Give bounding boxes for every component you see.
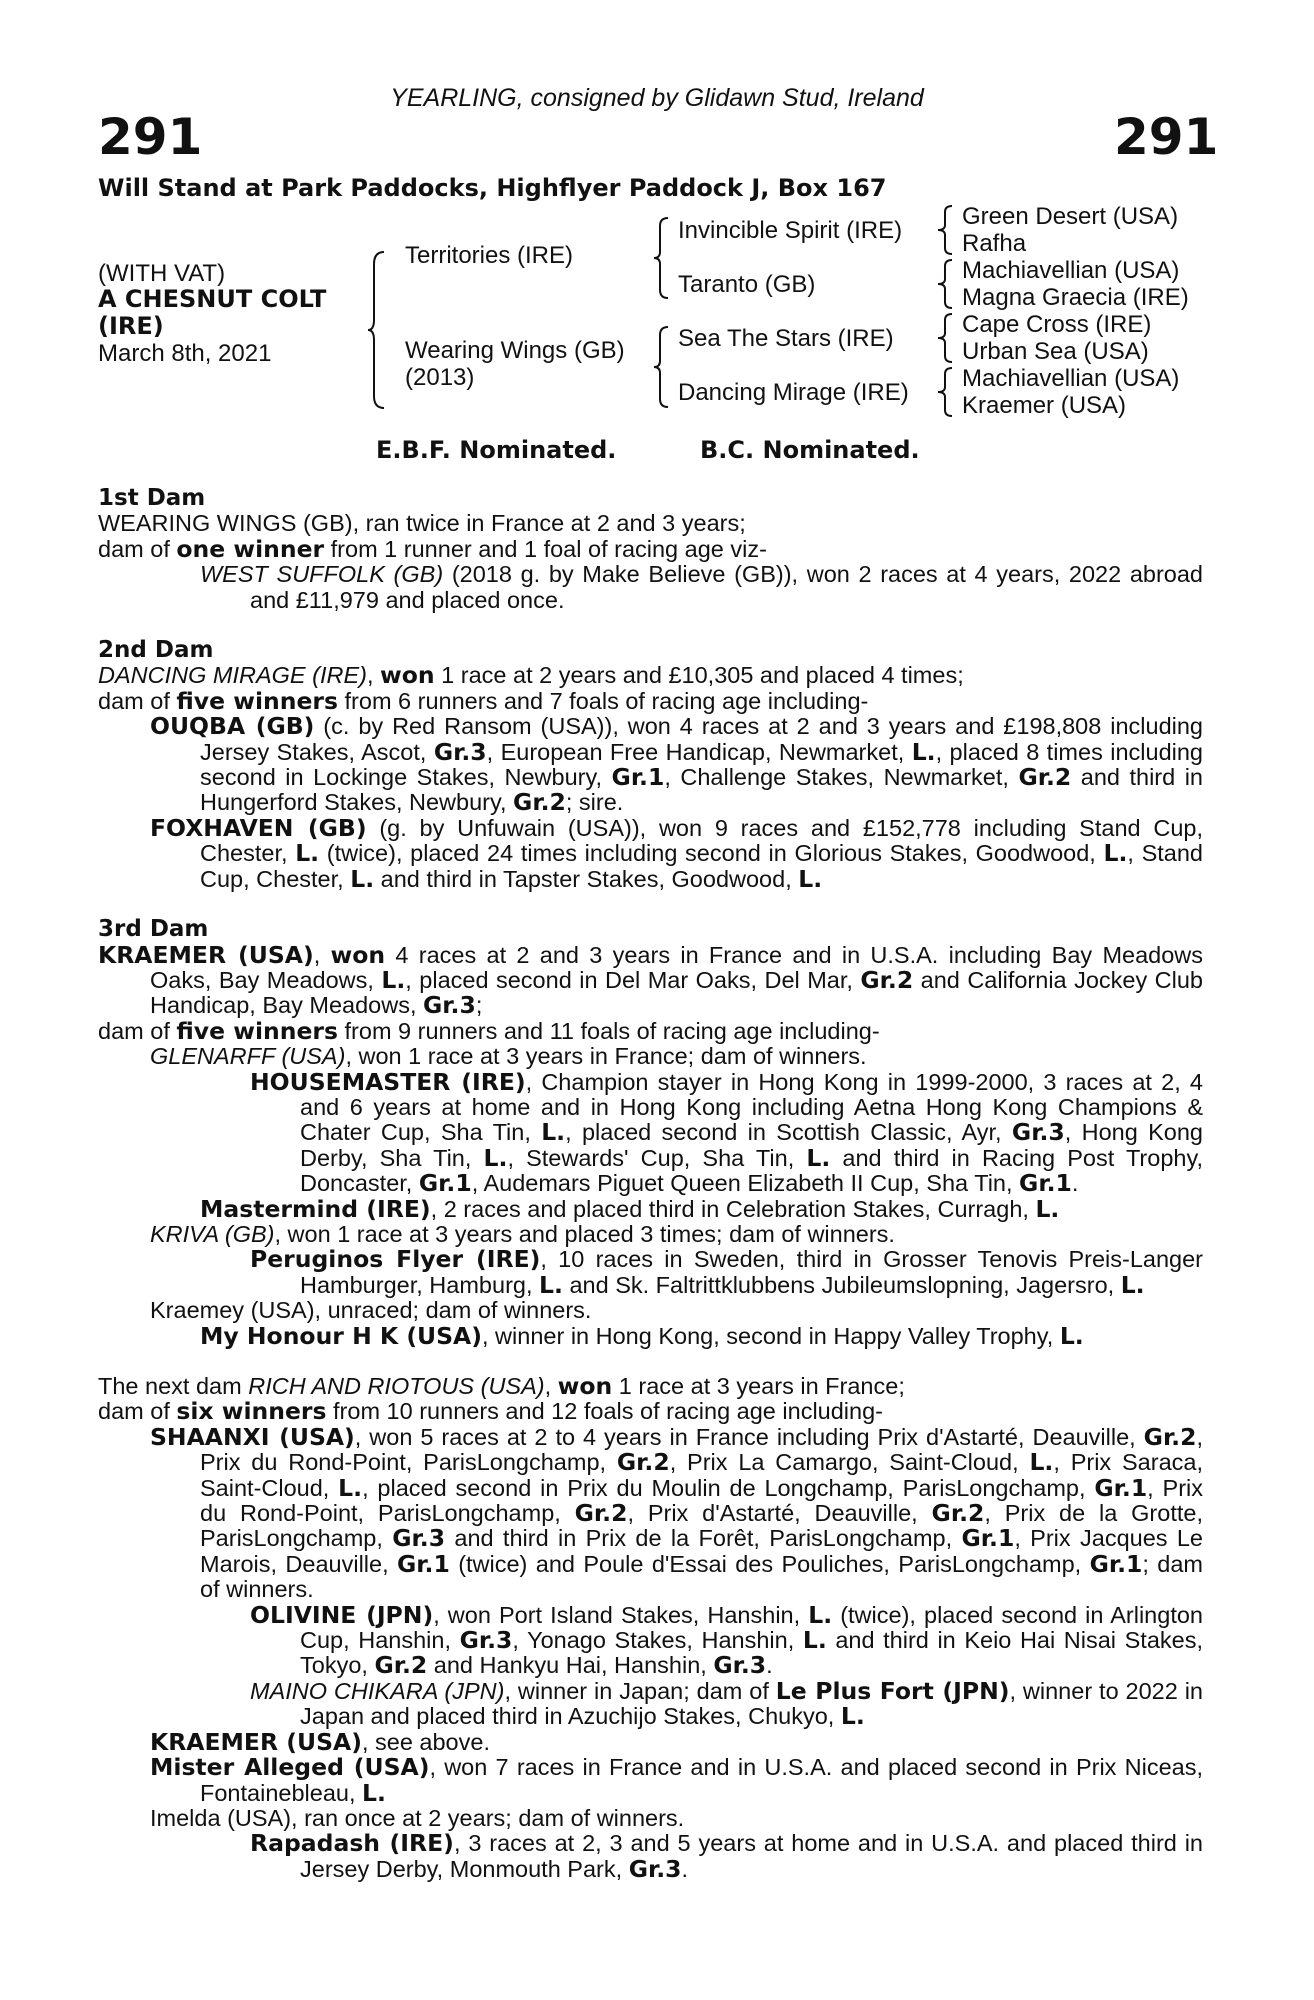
pedigree-brace-3b: [936, 257, 956, 311]
third-dam-heading: 3rd Dam: [98, 916, 209, 943]
produce-shaanxi: SHAANXI (USA), won 5 races at 2 to 4 years in France including Prix d'Astarté, Deauville, Gr.2, Prix du Rond-Point, ParisLongchamp, Gr.2, Prix La Camargo, Saint-Cloud, L., Prix Saraca, Saint-Cloud, L., placed second in Prix du Moulin de Longchamp, ParisLongchamp, Gr.1, Prix du Rond-Point, ParisLongchamp, Gr.2, Prix d'Astarté, Deauville, Gr.2, Prix de la Grotte, ParisLongchamp, Gr.3 and third in Prix de la Forêt, ParisLongchamp, Gr.1, Prix Jacques Le Marois, Deauville, Gr.1 (twice) and Poule d'Essai des Pouliches, ParisLongchamp, Gr.1; dam of winners.: [150, 1422, 1204, 1603]
second-dam-produce-summary: dam of five winners from 6 runners and 7 foals of racing age including-: [98, 686, 869, 715]
bc-nomination: B.C. Nominated.: [700, 436, 920, 464]
produce-mastermind: Mastermind (IRE), 2 races and placed third in Celebration Stakes, Curragh, L.: [200, 1194, 1060, 1223]
produce-rapadash: Rapadash (IRE), 3 races at 2, 3 and 5 years at home and in U.S.A. and placed third in Jersey Derby, Monmouth Park, Gr.3.: [250, 1829, 1203, 1883]
produce-kriva: KRIVA (GB), won 1 race at 3 years and placed 3 times; dam of winners.: [150, 1220, 895, 1247]
vat-note: (WITH VAT): [98, 260, 226, 287]
pedigree-brace-1: [366, 250, 390, 410]
pedigree-brace-2a: [652, 216, 674, 300]
catalogue-body: [98, 486, 1203, 1882]
pedigree-sire: Territories (IRE): [405, 242, 574, 269]
pedigree-dam-sire: Sea The Stars (IRE): [678, 325, 894, 352]
pedigree-gen3-4: Magna Graecia (IRE): [962, 284, 1189, 311]
next-dam-produce-summary: dam of six winners from 10 runners and 12 foals of racing age including-: [98, 1397, 883, 1426]
pedigree-brace-3d: [936, 365, 956, 419]
stand-location: Will Stand at Park Paddocks, Highflyer Paddock J, Box 167: [98, 174, 887, 202]
pedigree-sire-dam: Taranto (GB): [678, 271, 816, 298]
next-dam-line: The next dam RICH AND RIOTOUS (USA), won 1 race at 3 years in France;: [98, 1372, 905, 1400]
pedigree-dam: Wearing Wings (GB): [405, 337, 625, 364]
pedigree-gen3-1: Green Desert (USA): [962, 203, 1179, 230]
third-dam-produce-summary: dam of five winners from 9 runners and 11 foals of racing age including-: [98, 1016, 880, 1045]
produce-imelda: Imelda (USA), ran once at 2 years; dam of winners.: [150, 1804, 685, 1831]
produce-peruginos-flyer: Peruginos Flyer (IRE), 10 races in Sweden, third in Grosser Tenovis Preis-Langer Hamburger, Hamburg, L. and Sk. Faltrittklubbens Jubileumslopning, Jagersro, L.: [250, 1245, 1203, 1299]
second-dam-line: DANCING MIRAGE (IRE), won 1 race at 2 years and £10,305 and placed 4 times;: [98, 661, 964, 690]
consignment-line: YEARLING, consigned by Glidawn Stud, Ireland: [390, 84, 924, 112]
produce-mister-alleged: Mister Alleged (USA), won 7 races in France and in U.S.A. and placed second in Prix Niceas, Fontainebleau, L.: [150, 1753, 1204, 1807]
produce-ouqba: OUQBA (GB) (c. by Red Ransom (USA)), won 4 races at 2 and 3 years and £198,808 including Jersey Stakes, Ascot, Gr.3, European Free Handicap, Newmarket, L., placed 8 times including second in Lockinge Stakes, Newbury, Gr.1, Challenge Stakes, Newmarket, Gr.2 and third in Hungerford Stakes, Newbury, Gr.2; sire.: [150, 712, 1204, 817]
produce-foxhaven: FOXHAVEN (GB) (g. by Unfuwain (USA)), won 9 races and £152,778 including Stand Cup, Chester, L. (twice), placed 24 times including second in Glorious Stakes, Goodwood, L., Stand Cup, Chester, L. and third in Tapster Stakes, Goodwood, L.: [150, 813, 1204, 893]
pedigree-gen3-5: Cape Cross (IRE): [962, 311, 1152, 338]
horse-origin: (IRE): [98, 312, 164, 340]
pedigree-gen3-2: Rafha: [962, 230, 1027, 257]
produce-kraemey: Kraemey (USA), unraced; dam of winners.: [150, 1297, 592, 1324]
pedigree-brace-3c: [936, 311, 956, 365]
produce-housemaster: HOUSEMASTER (IRE), Champion stayer in Hong Kong in 1999-2000, 3 races at 2, 4 and 6 years at home and in Hong Kong including Aetna Hong Kong Champions & Chater Cup, Sha Tin, L., placed second in Scottish Classic, Ayr, Gr.3, Hong Kong Derby, Sha Tin, L., Stewards' Cup, Sha Tin, L. and third in Racing Post Trophy, Doncaster, Gr.1, Audemars Piguet Queen Elizabeth II Cup, Sha Tin, Gr.1.: [250, 1067, 1204, 1198]
second-dam-heading: 2nd Dam: [98, 637, 214, 664]
first-dam-line: WEARING WINGS (GB), ran twice in France at 2 and 3 years;: [98, 510, 746, 537]
pedigree-gen3-7: Machiavellian (USA): [962, 365, 1180, 392]
pedigree-dam-year: (2013): [405, 364, 475, 391]
pedigree-brace-2b: [652, 325, 674, 409]
produce-my-honour: My Honour H K (USA), winner in Hong Kong, second in Happy Valley Trophy, L.: [200, 1321, 1084, 1350]
pedigree-gen3-3: Machiavellian (USA): [962, 257, 1180, 284]
pedigree-dam-dam: Dancing Mirage (IRE): [678, 379, 909, 406]
pedigree-brace-3a: [936, 203, 956, 257]
produce-olivine: OLIVINE (JPN), won Port Island Stakes, Hanshin, L. (twice), placed second in Arlington Cup, Hanshin, Gr.3, Yonago Stakes, Hanshin, L. and third in Keio Hai Nisai Stakes, Tokyo, Gr.2 and Hankyu Hai, Hanshin, Gr.3.: [250, 1600, 1203, 1680]
produce-glenarff: GLENARFF (USA), won 1 race at 3 years in France; dam of winners.: [150, 1043, 867, 1070]
lot-number-right: 291: [1114, 108, 1219, 166]
pedigree-gen3-8: Kraemer (USA): [962, 392, 1127, 419]
foaling-date: March 8th, 2021: [98, 340, 272, 367]
third-dam-line: KRAEMER (USA), won 4 races at 2 and 3 years in France and in U.S.A. including Bay Meadows Oaks, Bay Meadows, L., placed second in Del Mar Oaks, Del Mar, Gr.2 and California Jockey Club Handicap, Bay Meadows, Gr.3;: [98, 940, 1204, 1020]
first-dam-produce-summary: dam of one winner from 1 runner and 1 foal of racing age viz-: [98, 534, 767, 563]
ebf-nomination: E.B.F. Nominated.: [376, 436, 617, 464]
pedigree-gen3-6: Urban Sea (USA): [962, 338, 1149, 365]
first-dam-heading: 1st Dam: [98, 485, 206, 511]
produce-maino-chikara: MAINO CHIKARA (JPN), winner in Japan; dam of Le Plus Fort (JPN), winner to 2022 in Japan and placed third in Azuchijo Stakes, Chukyo, L.: [250, 1676, 1204, 1731]
lot-number-left: 291: [98, 108, 203, 166]
produce-west-suffolk: WEST SUFFOLK (GB) (2018 g. by Make Believe (GB)), won 2 races at 4 years, 2022 abroad and £11,979 and placed once.: [200, 561, 1203, 613]
produce-kraemer: KRAEMER (USA), see above.: [150, 1727, 490, 1756]
horse-description: A CHESNUT COLT: [98, 285, 327, 313]
pedigree-sire-sire: Invincible Spirit (IRE): [678, 217, 903, 244]
